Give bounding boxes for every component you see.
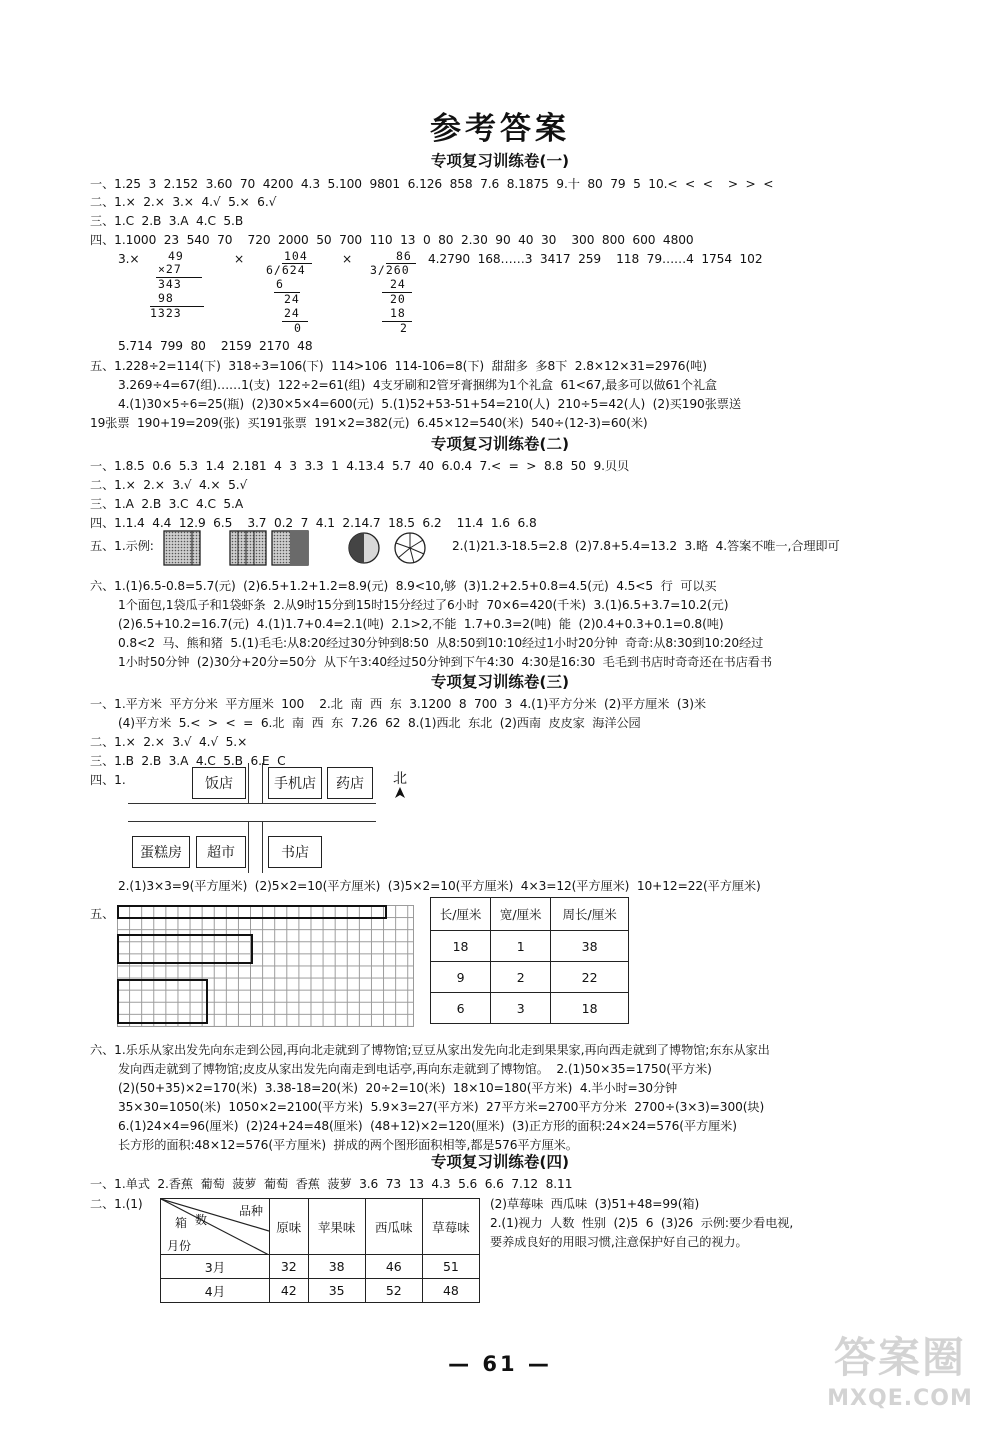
table-cell: 48	[422, 1279, 479, 1303]
answer-line: (4)平方米 5.< > < = 6.北 南 西 东 7.26 62 8.(1)西北 东北 (2)西南 皮皮家 海洋公园	[118, 716, 641, 730]
answer-line: 1个面包,1袋瓜子和1袋虾条 2.从9时15分到15时15分经过了6小时 70×6=420(千米) 3.(1)6.5+3.7=10.2(元)	[118, 598, 729, 612]
answer-line: 一、1.25 3 2.152 3.60 70 4200 4.3 5.100 9801 6.126 858 7.6 8.1875 9.十 80 79 5 10.< < < > > <	[90, 177, 774, 191]
map-shop-pharmacy: 药店	[327, 767, 373, 799]
table-cell: 46	[365, 1255, 422, 1279]
section-title-3: 专项复习训练卷(三)	[430, 673, 570, 691]
answer-line: 六、1.(1)6.5-0.8=5.7(元) (2)6.5+1.2+1.2=8.9(元) 8.9<10,够 (3)1.2+2.5+0.8=4.5(元) 4.5<5 行 可以买	[90, 579, 717, 593]
watermark-text: 答案圈	[833, 1333, 966, 1382]
answer-line: ×	[234, 252, 245, 266]
answer-line: (2)6.5+10.2=16.7(元) 4.(1)1.7+0.4=2.1(吨) 2.1>2,不能 1.7+0.3=2(吨) 能 (2)0.4+0.3+0.1=0.8(吨)	[118, 617, 724, 631]
road-line	[248, 821, 249, 873]
north-arrow-icon	[393, 786, 407, 800]
answer-line: 五、1.228÷2=114(下) 318÷3=106(下) 114>106 114-106=8(下) 甜甜多 多8下 2.8×12×31=2976(吨)	[90, 359, 707, 373]
page-number: — 61 —	[448, 1352, 552, 1376]
rectangle-dimension-table	[430, 897, 629, 1024]
table-header: 原味	[270, 1199, 309, 1255]
table-row-label: 4月	[161, 1279, 270, 1303]
table-cell: 6	[431, 993, 491, 1024]
rectangle-18x1	[117, 905, 387, 919]
answer-line: 发向西走就到了博物馆;皮皮从家出发先向南走到电话亭,再向东走就到了博物馆。 2.(1)50×35=1750(平方米)	[118, 1062, 712, 1076]
table-header: 周长/厘米	[551, 898, 629, 931]
section-title-4: 专项复习训练卷(四)	[430, 1153, 570, 1171]
answer-line: 三、1.C 2.B 3.A 4.C 5.B	[90, 214, 244, 228]
table-cell: 3	[491, 993, 551, 1024]
table-cell: 35	[308, 1279, 365, 1303]
table-cell: 32	[270, 1255, 309, 1279]
answer-line: 1小时50分钟 (2)30分+20分=50分 从下午3:40经过50分钟到下午4:30 4:30是16:30 毛毛到书店时奇奇还在书店看书	[118, 655, 772, 669]
table-header: 草莓味	[422, 1199, 479, 1255]
road-line	[248, 763, 249, 803]
table-cell: 1	[491, 931, 551, 962]
answer-line: (2)草莓味 西瓜味 (3)51+48=99(箱)	[490, 1197, 700, 1211]
corner-label-month: 月份	[167, 1239, 192, 1253]
answer-line: 6.(1)24×4=96(厘米) (2)24+24=48(厘米) (48+12)×2=120(厘米) (3)正方形的面积:24×24=576(平方厘米)	[118, 1119, 737, 1133]
answer-line: 二、1.× 2.× 3.√ 4.√ 5.×	[90, 735, 248, 749]
table-cell: 38	[551, 931, 629, 962]
answer-line: 4.(1)30×5÷6=25(瓶) (2)30×5×4=600(元) 5.(1)52+53-51+54=210(人) 210÷5=42(人) (2)买190张票送	[118, 397, 741, 411]
corner-label-boxes: 箱	[175, 1216, 188, 1230]
answer-line: 六、1.乐乐从家出发先向东走到公园,再向北走就到了博物馆;豆豆从家出发先向北走到果果家,再向西走就到了博物馆;东东从家出	[90, 1043, 770, 1057]
answer-line: 二、1.× 2.× 3.× 4.√ 5.× 6.√	[90, 195, 277, 209]
answer-line: 5.714 799 80 2159 2170 48	[118, 339, 313, 353]
page-title: 参考答案	[430, 111, 570, 147]
table-header: 宽/厘米	[491, 898, 551, 931]
map-shop-supermarket: 超市	[196, 836, 246, 868]
map-shop-bookstore: 书店	[268, 836, 322, 868]
section-title-2: 专项复习训练卷(二)	[430, 435, 570, 453]
answer-line: 3.269÷4=67(组)……1(支) 122÷2=61(组) 4支牙刷和2管牙膏捆绑为1个礼盒 61<67,最多可以做61个礼盒	[118, 378, 717, 392]
answer-line: 五、	[90, 907, 115, 921]
table-header: 西瓜味	[365, 1199, 422, 1255]
table-cell: 42	[270, 1279, 309, 1303]
rectangle-9x2	[117, 934, 253, 964]
answer-line: (2)(50+35)×2=170(米) 3.38-18=20(米) 20÷2=10(米) 18×10=180(平方米) 4.半小时=30分钟	[118, 1081, 678, 1095]
answer-line: 一、1.平方米 平方分米 平方厘米 100 2.北 南 西 东 3.1200 8 700 3 4.(1)平方分米 (2)平方厘米 (3)米	[90, 697, 706, 711]
answer-line: 要养成良好的用眼习惯,注意保护好自己的视力。	[490, 1235, 748, 1249]
circle-half	[349, 533, 379, 563]
answer-line: 四、1.1.4 4.4 12.9 6.5 3.7 0.2 7 4.1 2.14.7 18.5 6.2 11.4 1.6 6.8	[90, 516, 537, 530]
answer-line: 二、1.(1)	[90, 1197, 143, 1211]
answer-line: 2.(1)视力 人数 性别 (2)5 6 (3)26 示例:要少看电视,	[490, 1216, 794, 1230]
answer-line: 二、1.× 2.× 3.√ 4.× 5.√	[90, 478, 248, 492]
table-cell: 2	[491, 962, 551, 993]
grid-square-3	[272, 531, 308, 565]
grid-square-1	[164, 531, 200, 565]
map-shop-restaurant: 饭店	[192, 767, 246, 799]
table-cell: 38	[308, 1255, 365, 1279]
answer-line: ×	[342, 252, 353, 266]
rectangle-6x3	[117, 979, 208, 1024]
table-cell: 52	[365, 1279, 422, 1303]
road-line	[262, 821, 263, 873]
answer-line: 三、1.B 2.B 3.A 4.C 5.B 6.E C	[90, 754, 286, 768]
north-label: 北	[393, 771, 407, 787]
table-header: 长/厘米	[431, 898, 491, 931]
table-cell: 22	[551, 962, 629, 993]
table-header: 苹果味	[308, 1199, 365, 1255]
map-shop-bakery: 蛋糕房	[132, 836, 190, 868]
answer-line: 一、1.单式 2.香蕉 葡萄 菠萝 葡萄 香蕉 菠萝 3.6 73 13 4.3 5.6 6.6 7.12 8.11	[90, 1177, 573, 1191]
answer-line: 四、1.1000 23 540 70 720 2000 50 700 110 13 0 80 2.30 90 40 30 300 800 600 4800	[90, 233, 694, 247]
answer-line: 2.(1)3×3=9(平方厘米) (2)5×2=10(平方厘米) (3)5×2=10(平方厘米) 4×3=12(平方厘米) 10+12=22(平方厘米)	[118, 879, 761, 893]
section-title-1: 专项复习训练卷(一)	[430, 152, 570, 170]
answer-line: 3.×	[118, 252, 140, 266]
road-line	[128, 821, 376, 822]
answer-line: 19张票 190+19=209(张) 买191张票 191×2=382(元) 6.45×12=540(米) 540÷(12-3)=60(米)	[90, 416, 648, 430]
table-cell: 51	[422, 1255, 479, 1279]
table-corner-cell	[161, 1199, 270, 1255]
answer-line: 长方形的面积:48×12=576(平方厘米) 拼成的两个图形面积相等,都是576平方厘米。	[118, 1138, 578, 1152]
answer-line: 三、1.A 2.B 3.C 4.C 5.A	[90, 497, 244, 511]
table-row-label: 3月	[161, 1255, 270, 1279]
answer-line: 4.2790 168……3 3417 259 118 79……4 1754 102	[428, 252, 763, 266]
circle-sectors	[395, 533, 425, 563]
watermark-url: MXQE.COM	[827, 1386, 973, 1411]
answer-line: 0.8<2 马、熊和猪 5.(1)毛毛:从8:20经过30分钟到8:50 从8:50到10:10经过1小时20分钟 奇奇:从8:30到10:20经过	[118, 636, 764, 650]
watermark-logo	[815, 1330, 985, 1425]
answer-line: 五、1.示例:	[90, 539, 154, 553]
map-shop-phone-store: 手机店	[268, 767, 322, 799]
corner-label-count: 数	[195, 1213, 208, 1227]
answer-line: 35×30=1050(米) 1050×2=2100(平方米) 5.9×3=27(平方米) 27平方米=2700平方分米 2700÷(3×3)=300(块)	[118, 1100, 765, 1114]
road-line	[128, 803, 376, 804]
answer-line: 2.(1)21.3-18.5=2.8 (2)7.8+5.4=13.2 3.略 4.答案不唯一,合理即可	[452, 539, 840, 553]
grid-square-2	[230, 531, 266, 565]
road-line	[262, 763, 263, 803]
answer-line: 一、1.8.5 0.6 5.3 1.4 2.181 4 3 3.3 1 4.13.4 5.7 40 6.0.4 7.< = > 8.8 50 9.贝贝	[90, 459, 630, 473]
decimal-example-figures	[162, 528, 447, 568]
corner-label-variety: 品种	[238, 1204, 263, 1218]
table-cell: 9	[431, 962, 491, 993]
flavor-sales-table	[160, 1198, 480, 1303]
table-cell: 18	[431, 931, 491, 962]
table-cell: 18	[551, 993, 629, 1024]
answer-line: 四、1.	[90, 773, 126, 787]
